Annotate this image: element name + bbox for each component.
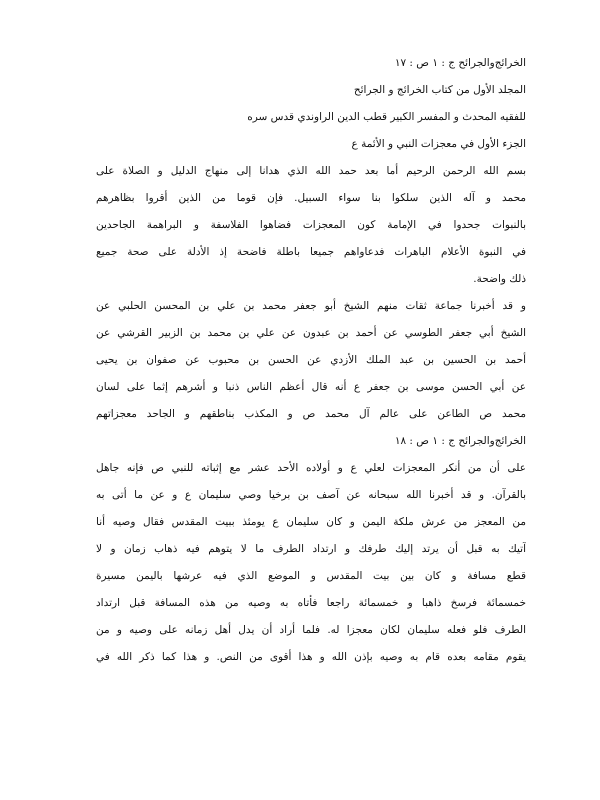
paragraph-argument	[96, 455, 526, 671]
page-reference: الخرائج‌والجرائح ج : ١ ص : ١٧	[394, 57, 526, 69]
text-line: محمد ص الطاعن على عالم آل محمد ص و المكذب بناطقهم و الجاحد معجزاتهم	[96, 408, 526, 420]
text-line: خمسمائة فرسخ ذاهبا و خمسمائة راجعا فأتاه به وصيه من هذه المسافة قبل ارتداد	[96, 597, 526, 609]
text-line: ذلك واضحة.	[473, 273, 526, 285]
text-line: عن أبي الحسن موسى بن جعفر ع أنه قال أعظم الناس ذنبا و أشرهم إثما على لسان	[96, 381, 526, 393]
text-line: على أن من أنكر المعجزات لعلي ع و أولاده الأحد عشر مع إثباته للنبي ص فإنه جاهل	[96, 462, 526, 474]
part-title: الجزء الأول في معجزات النبي و الأئمة ع	[351, 138, 526, 150]
text-line: أحمد بن الحسين بن عبد الملك الأزدي عن الحسن بن محبوب عن صفوان بن يحيى	[96, 354, 526, 366]
paragraph-opening	[96, 158, 526, 293]
text-line: آتيك به قبل أن يرتد إليك طرفك و ارتداد الطرف ما لا يتوهم فيه ذهاب زمان و لا	[96, 543, 526, 555]
text-line: في النبوة الأعلام الباهرات فدعاواهم جميعا باطلة فاضحة إذ الأدلة على صحة جميع	[96, 246, 526, 258]
page-reference: الخرائج‌والجرائح ج : ١ ص : ١٨	[394, 435, 526, 447]
text-line: من المعجز من عرش ملكة اليمن و كان سليمان ع يومئذ ببيت المقدس فقال وصيه أنا	[96, 516, 526, 528]
text-line: بسم الله الرحمن الرحيم أما بعد حمد الله الذي هدانا إلى منهاج الدليل و الصلاة على	[96, 165, 526, 177]
text-line: الشيخ أبي جعفر الطوسي عن أحمد بن عبدون عن علي بن محمد بن الزبير القرشي عن	[96, 327, 526, 339]
text-line: يقوم مقامه بعده قام به وصيه بإذن الله و هذا أقوى من النص. و هذا كما ذكر الله في	[96, 651, 526, 663]
text-line: الطرف فلو فعله سليمان لكان معجزا له. فلما أراد أن يدل أهل زمانه على وصيه و من	[96, 624, 526, 636]
text-line: و قد أخبرنا جماعة ثقات منهم الشيخ أبو جعفر محمد بن علي بن المحسن الحلبي عن	[96, 300, 526, 312]
text-line: محمد و آله الذين سلكوا بنا سواء السبيل. فإن قوما من الذين أقروا بظاهرهم	[96, 192, 526, 204]
document-page	[96, 50, 526, 671]
author-line: للفقيه المحدث و المفسر الكبير قطب الدين الراوندي قدس سره	[247, 111, 526, 123]
text-line: بالقرآن. و قد أخبرنا الله سبحانه عن آصف بن برخيا وصي سليمان ع و عن ما أتى به	[96, 489, 526, 501]
volume-title: المجلد الأول من كتاب الخرائج و الجرائح	[353, 84, 526, 96]
paragraph-narration	[96, 293, 526, 428]
text-line: قطع مسافة و كان بين بيت المقدس و الموضع الذي فيه عرشها باليمن مسيرة	[96, 570, 526, 582]
text-line: بالنبوات جحدوا في الإمامة كون المعجزات فضاهوا الفلاسفة و البراهمة الجاحدين	[96, 219, 526, 231]
